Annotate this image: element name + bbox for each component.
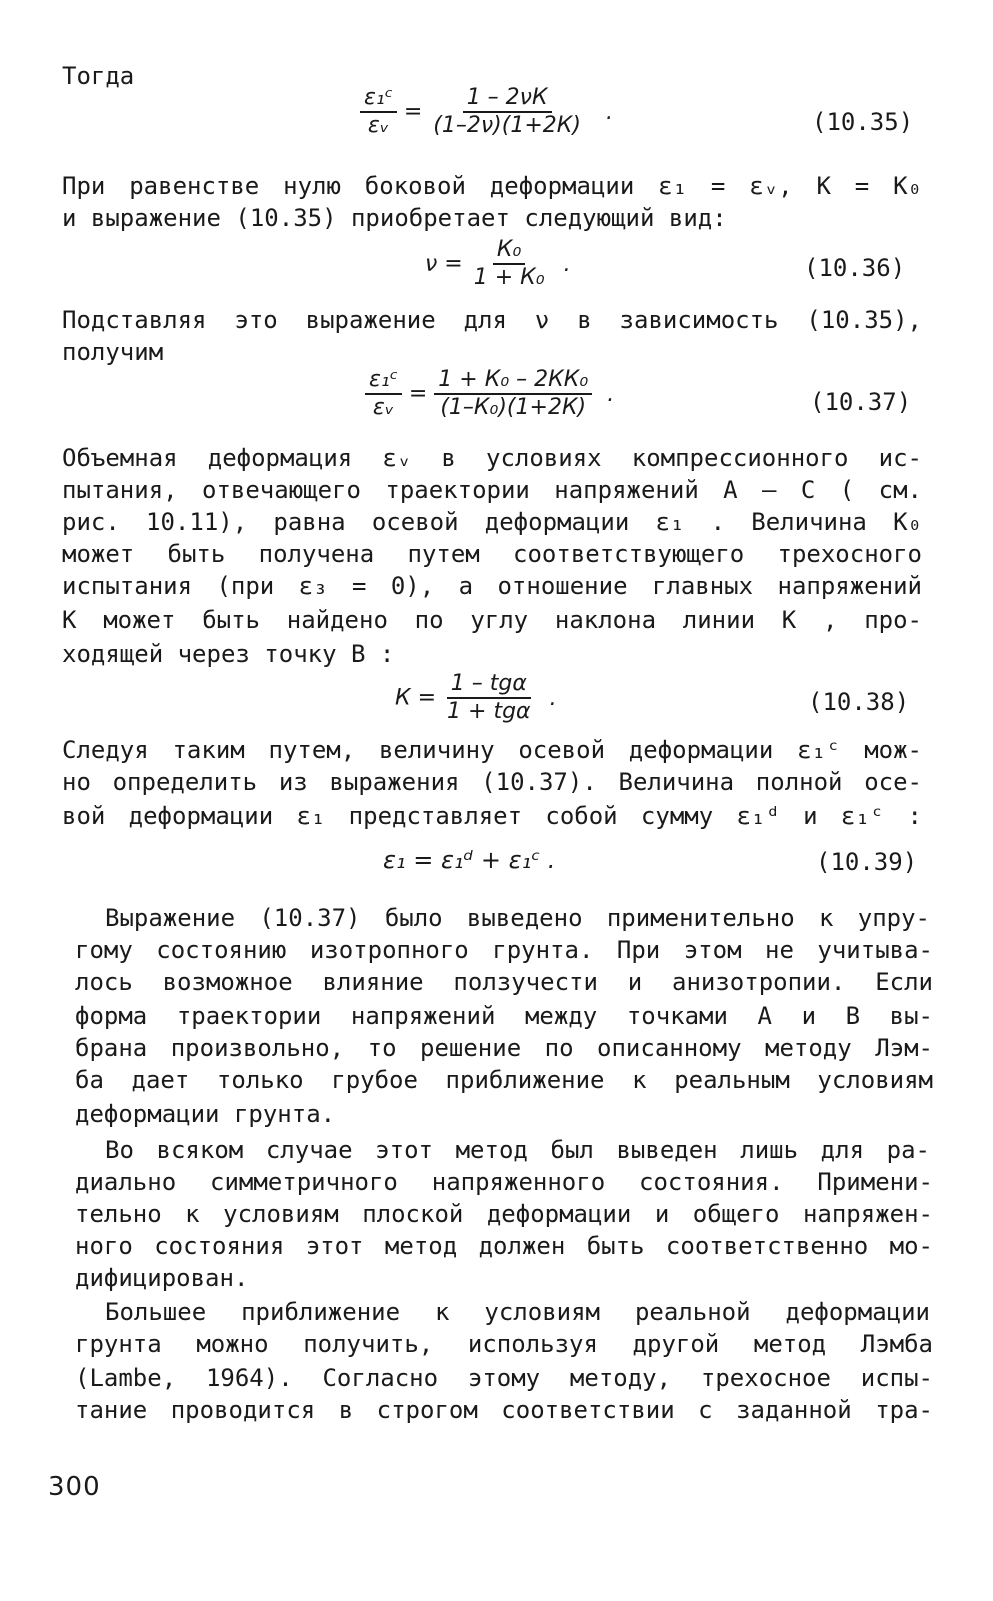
- equation-number: (10.38): [808, 688, 910, 716]
- text-line: Выражение (10.37) было выведено применительно к упру-: [105, 904, 930, 932]
- text-line: брана произвольно, то решение по описанному методу Лэм-: [75, 1034, 933, 1062]
- numerator: 1 – tgα: [447, 672, 531, 699]
- fraction: [365, 368, 402, 420]
- text-line: получим: [62, 338, 164, 366]
- text-line: и выражение (10.35) приобретает следующий вид:: [62, 204, 727, 232]
- equation-number: (10.36): [804, 254, 906, 282]
- text-line: Следуя таким путем, величину осевой деформации ε₁ᶜ мож-: [62, 736, 922, 764]
- text-line: гому состоянию изотропного грунта. При этом не учитыва-: [75, 936, 933, 964]
- text-line: испытания (при ε₃ = 0), а отношение главных напряжений: [62, 572, 922, 600]
- numerator: К₀: [493, 238, 525, 265]
- equation-punctuation: .: [605, 99, 613, 125]
- denominator: (1–К₀)(1+2К): [440, 395, 587, 420]
- equation-10-35: $\frac{\text{ε₁ᶜ}}{\text{εᵥ}}$ = $\frac{1 - 2\nu К}{(1-2\nu)(1+2К)}$ .: [360, 86, 613, 138]
- text-line: Объемная деформация εᵥ в условиях компрессионного ис-: [62, 444, 922, 472]
- text-line: Во всяком случае этот метод был выведен лишь для ра-: [105, 1136, 930, 1164]
- text-line: может быть получена путем соответствующего трехосного: [62, 540, 922, 568]
- text-line: но определить из выражения (10.37). Величина полной осе-: [62, 768, 922, 796]
- equation-lhs: К =: [395, 685, 437, 711]
- equation-number: (10.39): [816, 848, 918, 876]
- numerator: 1 + К₀ – 2КК₀: [434, 368, 592, 395]
- denominator: εᵥ: [367, 113, 389, 138]
- text-line: При равенстве нулю боковой деформации ε₁ = εᵥ, К = К₀: [62, 172, 922, 200]
- equation-10-38: [395, 672, 557, 724]
- fraction: [429, 86, 585, 138]
- text-line: ба дает только грубое приближение к реальным условиям: [75, 1066, 933, 1094]
- denominator: εᵥ: [372, 395, 394, 420]
- fraction: [434, 368, 592, 420]
- equation-10-39: ε₁ = ε₁ᵈ + ε₁ᶜ .: [383, 846, 556, 874]
- text-line: рис. 10.11), равна осевой деформации ε₁ . Величина К₀: [62, 508, 922, 536]
- text-line: тельно к условиям плоской деформации и общего напряжен-: [75, 1200, 933, 1228]
- numerator: ε₁ᶜ: [365, 368, 402, 395]
- text-line: Тогда: [62, 62, 135, 90]
- text-line: вой деформации ε₁ представляет собой сумму ε₁ᵈ и ε₁ᶜ :: [62, 802, 922, 830]
- equation-punctuation: .: [549, 685, 557, 711]
- text-line: пытания, отвечающего траектории напряжений А – С ( см.: [62, 476, 922, 504]
- equation-number: (10.37): [810, 388, 912, 416]
- text-line: деформации грунта.: [75, 1100, 336, 1128]
- numerator: 1 – 2νК: [463, 86, 552, 113]
- text-line: диально симметричного напряженного состояния. Примени-: [75, 1168, 933, 1196]
- text-line: форма траектории напряжений между точками А и В вы-: [75, 1002, 933, 1030]
- equation-number: (10.35): [812, 108, 914, 136]
- text-line: лось возможное влияние ползучести и анизотропии. Если: [75, 968, 933, 996]
- fraction: [470, 238, 549, 290]
- denominator: 1 + К₀: [473, 265, 545, 290]
- equation-punctuation: .: [563, 251, 571, 277]
- text-line: Большее приближение к условиям реальной деформации: [105, 1298, 930, 1326]
- text-line: грунта можно получить, используя другой метод Лэмба: [75, 1330, 933, 1358]
- text-line: тание проводится в строгом соответствии с заданной тра-: [75, 1396, 933, 1424]
- fraction: [360, 86, 397, 138]
- equation-lhs: ν =: [425, 251, 463, 277]
- text-line: К может быть найдено по углу наклона линии К , про-: [62, 606, 922, 634]
- text-line: дифицирован.: [75, 1264, 249, 1292]
- equation-punctuation: .: [607, 381, 615, 407]
- text-line: (Lambe, 1964). Согласно этому методу, трехосное испы-: [75, 1364, 933, 1392]
- equation-10-36: [425, 238, 571, 290]
- denominator: 1 + tgα: [447, 699, 531, 724]
- text-line: Подставляя это выражение для ν в зависимость (10.35),: [62, 306, 922, 334]
- text-line: ходящей через точку В :: [62, 640, 395, 668]
- equation-10-37: $\frac{\text{ε₁ᶜ}}{\text{εᵥ}}$ = $\frac{\text{1 + К₀ – 2КК₀}}{\text{(1–К₀)(1+2К)}}$ .: [365, 368, 614, 420]
- text-line: ного состояния этот метод должен быть соответственно мо-: [75, 1232, 933, 1260]
- denominator: (1–2ν)(1+2К): [433, 113, 581, 138]
- page-number: 300: [48, 1472, 101, 1502]
- fraction: [443, 672, 535, 724]
- numerator: ε₁ᶜ: [360, 86, 397, 113]
